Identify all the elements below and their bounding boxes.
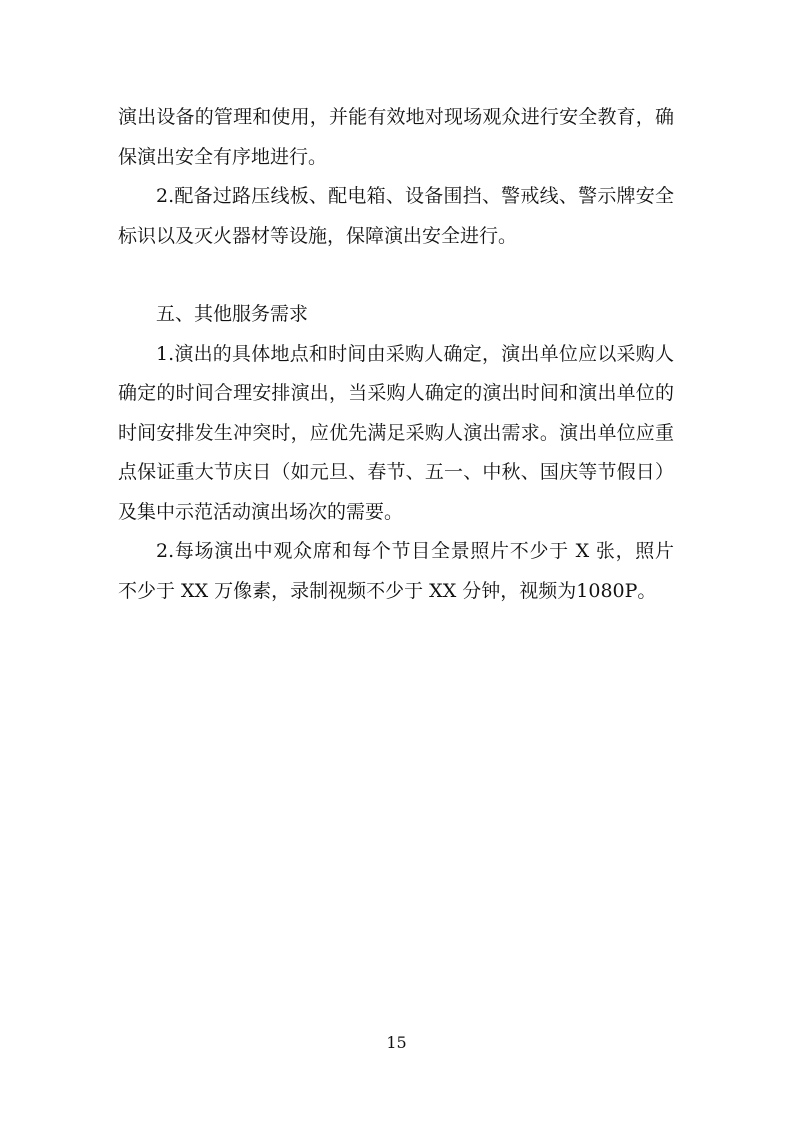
paragraph-item-2-photos: 2.每场演出中观众席和每个节目全景照片不少于 X 张，照片不少于 XX 万像素，录制视频不少于 XX 分钟，视频为1080P。 <box>118 540 674 602</box>
page-number: 15 <box>386 1033 407 1052</box>
document-body <box>118 98 674 611</box>
paragraph-item-1-schedule: 1.演出的具体地点和时间由采购人确定，演出单位应以采购人确定的时间合理安排演出，当采购人确定的演出时间和演出单位的时间安排发生冲突时，应优先满足采购人演出需求。演出单位应重点保证重大节庆日（如元旦、春节、五一、中秋、国庆等节假日）及集中示范活动演出场次的需要。 <box>118 342 674 523</box>
paragraph-gap <box>118 256 674 295</box>
section-heading-other-service: 五、其他服务需求 <box>156 303 309 325</box>
paragraph-item-2-equipment: 2.配备过路压线板、配电箱、设备围挡、警戒线、警示牌安全标识以及灭火器材等设施，保障演出安全进行。 <box>118 185 674 247</box>
paragraph-continuation: 演出设备的管理和使用，并能有效地对现场观众进行安全教育，确保演出安全有序地进行。 <box>118 106 674 168</box>
